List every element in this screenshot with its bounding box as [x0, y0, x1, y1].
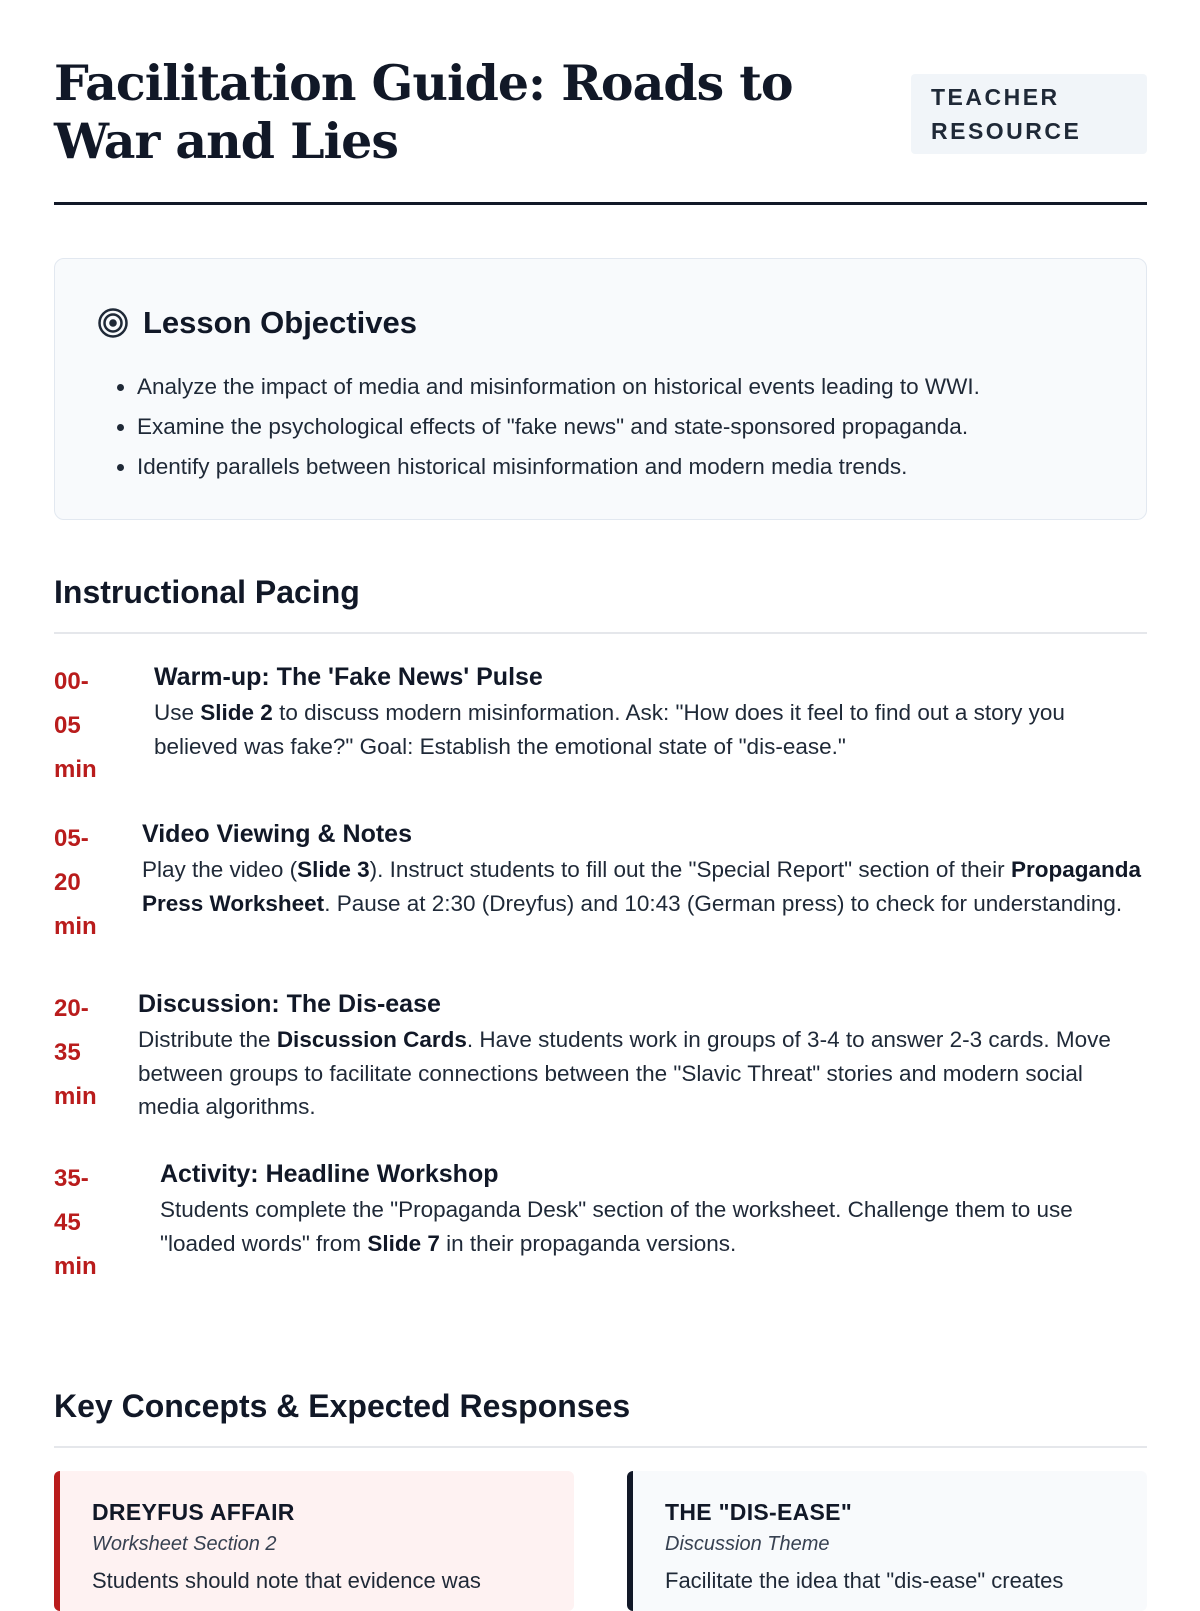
time-unit: min: [54, 913, 97, 940]
pacing-time: [54, 987, 114, 1119]
emphasis-text: Slide 2: [200, 700, 273, 725]
concept-card-subtitle: Worksheet Section 2: [92, 1533, 277, 1555]
time-unit: min: [54, 756, 97, 783]
target-icon: [97, 307, 129, 339]
key-concepts-heading: Key Concepts & Expected Responses: [54, 1388, 1147, 1448]
time-start: 35-: [54, 1165, 89, 1192]
time-end: 05: [54, 712, 81, 739]
pacing-body: [160, 1157, 1147, 1260]
pacing-description: Use Slide 2 to discuss modern misinformation. Ask: "How does it feel to find out a story you believed was fake?" Goal: Establish the emotional state of "dis-ease.": [154, 700, 1065, 759]
concept-card-title: DREYFUS AFFAIR: [92, 1499, 295, 1525]
time-end: 45: [54, 1209, 81, 1236]
concept-card-title: THE "DIS-EASE": [665, 1499, 853, 1525]
concept-card-dreyfus: [54, 1471, 574, 1611]
pacing-body: [142, 817, 1147, 920]
page-title: Facilitation Guide: Roads to War and Lies: [54, 54, 793, 170]
page-header: [54, 54, 1147, 205]
objectives-title: Lesson Objectives: [143, 305, 417, 340]
instructional-pacing-heading: Instructional Pacing: [54, 574, 1147, 634]
concept-card-dis-ease: [627, 1471, 1147, 1611]
lesson-objectives-panel: [54, 258, 1147, 520]
pacing-time: [54, 817, 114, 949]
time-unit: min: [54, 1253, 97, 1280]
pacing-description: Play the video (Slide 3). Instruct students to fill out the "Special Report" section of their Propaganda Press Worksheet. Pause at 2:30 (Dreyfus) and 10:43 (German press) to check for understanding.: [142, 857, 1141, 916]
pacing-body: [154, 660, 1147, 763]
objectives-list: [137, 367, 980, 487]
emphasis-text: Slide 7: [367, 1230, 440, 1256]
time-start: 00-: [54, 668, 89, 695]
objective-item: • Examine the psychological effects of "fake news" and state-sponsored propaganda.: [137, 407, 980, 447]
teacher-resource-badge: [911, 74, 1147, 154]
time-end: 35: [54, 1039, 81, 1066]
pacing-description: Distribute the Discussion Cards. Have students work in groups of 3-4 to answer 2-3 cards. Move between groups to facilitate connections between the "Slavic Threat" stories and modern social media algorithms.: [138, 1027, 1111, 1119]
time-unit: min: [54, 1083, 97, 1110]
emphasis-text: Propaganda Press Worksheet: [142, 857, 1141, 916]
objective-item: • Analyze the impact of media and misinformation on historical events leading to WWI.: [137, 367, 980, 407]
time-start: 20-: [54, 995, 89, 1022]
pacing-activity-name: Discussion: The Dis-ease: [138, 990, 441, 1018]
pacing-activity-name: Video Viewing & Notes: [142, 820, 412, 848]
emphasis-text: Slide 3: [297, 857, 370, 882]
pacing-body: [138, 987, 1147, 1124]
pacing-activity-name: Warm-up: The 'Fake News' Pulse: [154, 663, 543, 691]
pacing-time: [54, 1157, 114, 1289]
pacing-time: [54, 660, 114, 792]
objective-item: • Identify parallels between historical misinformation and modern media trends.: [137, 447, 980, 487]
concept-card-subtitle: Discussion Theme: [665, 1533, 830, 1555]
emphasis-text: Discussion Cards: [276, 1027, 467, 1052]
time-end: 20: [54, 869, 81, 896]
badge-line-1: TEACHER: [931, 84, 1060, 110]
badge-line-2: RESOURCE: [931, 118, 1082, 144]
pacing-activity-name: Activity: Headline Workshop: [160, 1160, 499, 1188]
pacing-description: Students complete the "Propaganda Desk" section of the worksheet. Challenge them to use "loaded words" from Slide 7 in their propaganda versions.: [160, 1197, 1073, 1256]
objectives-header: [97, 303, 417, 343]
concept-card-text: Facilitate the idea that "dis-ease" creates: [665, 1568, 1064, 1593]
concept-card-text: Students should note that evidence was: [92, 1568, 481, 1593]
time-start: 05-: [54, 825, 89, 852]
